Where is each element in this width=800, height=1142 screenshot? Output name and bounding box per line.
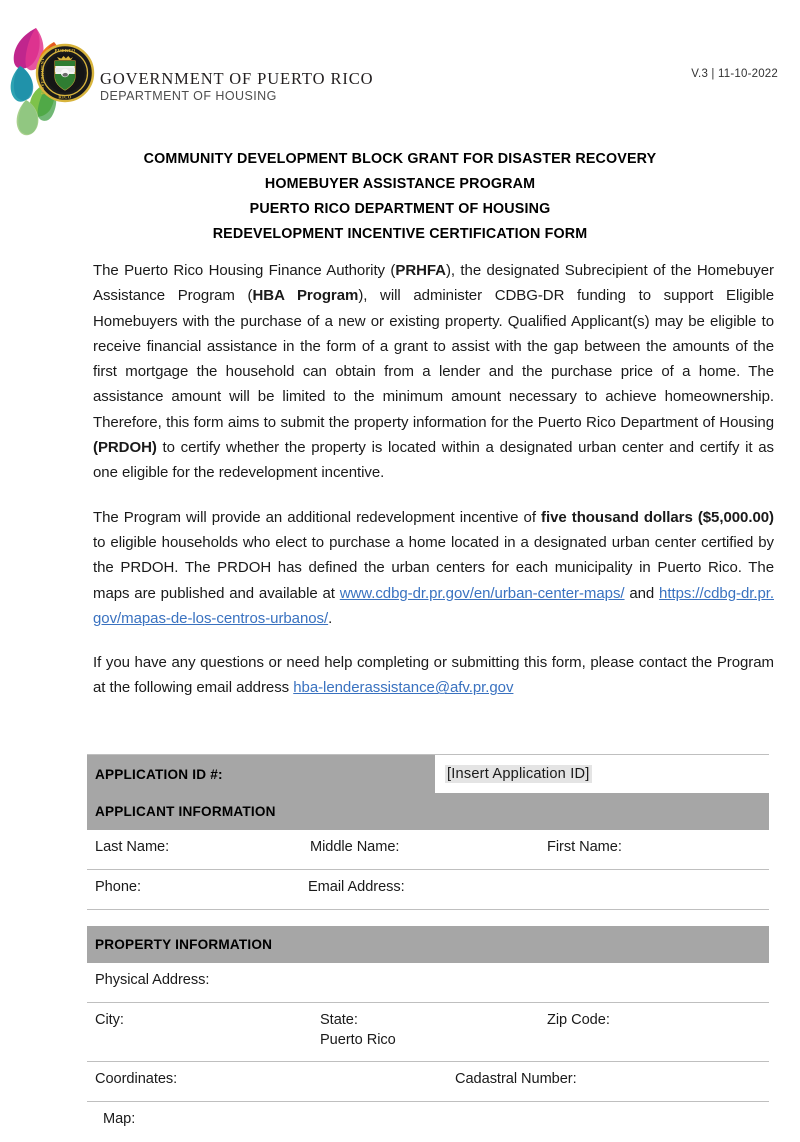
- state-label: State:: [320, 1012, 358, 1028]
- paragraph-contact: [93, 650, 774, 701]
- section-header-property-information: [87, 926, 769, 963]
- first-name-label: First Name:: [547, 839, 622, 855]
- application-id-value[interactable]: [Insert Application ID]: [447, 766, 590, 782]
- paragraph-incentive: [93, 505, 774, 631]
- svg-text:PUERTO: PUERTO: [54, 48, 76, 53]
- p1-bold-prdoh: (PRDOH): [93, 439, 157, 457]
- application-id-field[interactable]: [435, 755, 769, 794]
- p2-text-a: The Program will provide an additional redevelopment incentive of: [93, 508, 542, 526]
- p2-text-end: .: [328, 609, 333, 627]
- p2-text-c: to eligible households who elect to purchase a home located in a designated urban center certified by the PRDOH. The PRDOH has defined the urban centers for each municipality in Puerto Rico. The maps are published and available at: [93, 533, 774, 602]
- document-body: [93, 258, 774, 701]
- row-physical-address: [87, 963, 769, 1003]
- org-line-government: GOVERNMENT OF PUERTO RICO: [100, 69, 374, 88]
- p1-text-c: ), the designated Subrecipient of the Homebuyer Assistance Program (: [93, 262, 774, 305]
- row-city-state-zip: [87, 1003, 769, 1062]
- coordinates-label: Coordinates:: [95, 1071, 178, 1087]
- last-name-label: Last Name:: [95, 839, 170, 855]
- p1-text-d: ), will administer CDBG-DR funding to support Eligible Homebuyers with the purchase of a new or existing property. Qualified Applicant(s) may be eligible to receive financial assistance in the form of a grant to assist with the gap between the amounts of the first mortgage the household can obtain from a lender and the purchase price of a home. The assistance amount will be limited to the minimum amount necessary to achieve homeownership. Therefore, this form aims to submit the property information for the Puerto Rico Department of Housing: [93, 287, 774, 431]
- title-line-2: HOMEBUYER ASSISTANCE PROGRAM: [264, 176, 536, 192]
- row-coordinates-cadastral: [87, 1062, 769, 1102]
- p2-text-and: and: [624, 584, 660, 602]
- physical-address-label: Physical Address:: [95, 972, 210, 988]
- application-id-label: APPLICATION ID #:: [95, 766, 223, 782]
- applicant-information-label: APPLICANT INFORMATION: [95, 804, 276, 819]
- email-address-label: Email Address:: [308, 879, 405, 895]
- certification-form-table: [87, 754, 769, 1142]
- p1-text-e: to certify whether the property is located within a designated urban center and certify it as one eligible for the redevelopment incentive.: [93, 439, 774, 482]
- svg-text:RICO: RICO: [58, 94, 72, 100]
- title-line-3: PUERTO RICO DEPARTMENT OF HOUSING: [249, 201, 551, 217]
- government-seal-logo: [6, 26, 98, 138]
- title-line-1: COMMUNITY DEVELOPMENT BLOCK GRANT FOR DISASTER RECOVERY: [143, 151, 657, 167]
- zip-code-label: Zip Code:: [547, 1012, 610, 1028]
- p1-bold-prhfa: PRHFA: [395, 262, 446, 279]
- property-information-label: PROPERTY INFORMATION: [95, 937, 273, 952]
- org-line-department: DEPARTMENT OF HOUSING: [100, 89, 277, 104]
- table-spacer: [87, 910, 769, 926]
- p3-text-a: If you have any questions or need help completing or submitting this form, please contact the Program at the following email address: [93, 654, 774, 697]
- paragraph-program-overview: [93, 258, 774, 486]
- row-application-id: [87, 755, 769, 793]
- p1-bold-hba-program: HBA Program: [252, 287, 359, 305]
- cadastral-number-label: Cadastral Number:: [455, 1071, 577, 1087]
- link-mapas-centros-urbanos-es[interactable]: https://cdbg-dr.pr.gov/mapas-de-los-centros-urbanos/: [93, 584, 774, 627]
- middle-name-label: Middle Name:: [310, 839, 400, 855]
- map-label: Map:: [103, 1111, 136, 1127]
- row-contact: [87, 870, 769, 910]
- link-program-email[interactable]: hba-lenderassistance@afv.pr.gov: [293, 679, 514, 697]
- row-map: [87, 1102, 769, 1142]
- p1-text-a: The Puerto Rico Housing Finance Authority (: [93, 262, 396, 279]
- title-line-4: REDEVELOPMENT INCENTIVE CERTIFICATION FORM: [212, 226, 588, 242]
- link-urban-center-maps-en[interactable]: www.cdbg-dr.pr.gov/en/urban-center-maps/: [339, 584, 625, 602]
- section-header-applicant-information: [87, 793, 769, 830]
- document-version: V.3 | 11-10-2022: [691, 68, 778, 80]
- phone-label: Phone:: [95, 879, 141, 895]
- document-header: [0, 0, 800, 140]
- city-label: City:: [95, 1012, 124, 1028]
- svg-text:GOVERNMENT: GOVERNMENT: [40, 57, 45, 95]
- p2-bold-amount: five thousand dollars ($5,000.00): [541, 508, 774, 526]
- state-value: Puerto Rico: [320, 1032, 396, 1048]
- document-title: [0, 147, 800, 247]
- organization-name: [100, 70, 373, 104]
- logo-icon: [6, 26, 98, 138]
- row-names: [87, 830, 769, 870]
